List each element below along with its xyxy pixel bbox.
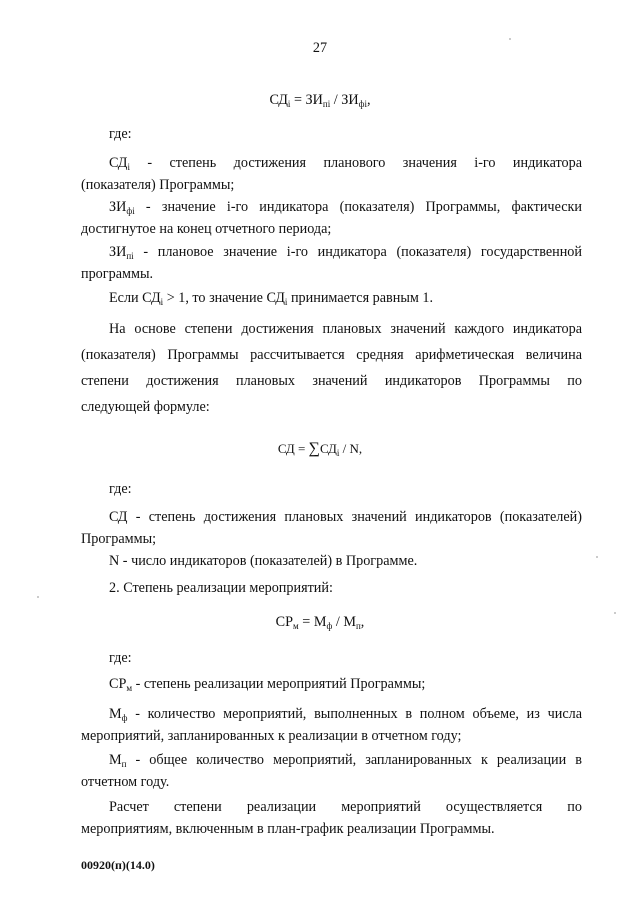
definition-zi-pi: $ЗИ_{пi}$ - плановое значение i-го индикатора (показателя) государственной программы. — [81, 244, 582, 282]
formula-sd: СД = $\sum СД_i$ / N, — [277, 440, 363, 458]
formula-sr-m: $СР_м = М_ф / М_п$, — [275, 614, 365, 631]
definition-sr-m: $СР_м$ - степень реализации мероприятий Программы; — [109, 676, 426, 693]
item-2-heading: 2. Степень реализации мероприятий: — [109, 580, 333, 596]
definition-m-p: $М_п$ - общее количество мероприятий, запланированных к реализации в отчетном году. — [81, 752, 582, 790]
where-label: где: — [109, 126, 132, 142]
definition-zi-fi: $ЗИ_{фi}$ - значение i-го индикатора (показателя) Программы, фактически достигнутое на конец отчетного периода; — [81, 199, 582, 237]
paragraph-average: На основе степени достижения плановых значений каждого индикатора (показателя) Программы рассчитывается средняя арифметическая величина степени достижения плановых значений индикаторов Программы по следующей формуле: — [81, 321, 582, 415]
scan-speck — [509, 38, 511, 40]
where-label-2: где: — [109, 481, 132, 497]
where-label-3: где: — [109, 650, 132, 666]
page-number: 27 — [312, 40, 328, 56]
condition-text: Если $СД_i > 1$, то значение $СД_i$ принимается равным 1. — [109, 290, 434, 307]
scan-speck — [596, 556, 598, 558]
footer-document-code: 00920(п)(14.0) — [81, 858, 155, 872]
scan-speck — [37, 596, 39, 598]
definition-n: N - число индикаторов (показателей) в Программе. — [109, 553, 418, 569]
definition-sd: СД - степень достижения плановых значений индикаторов (показателей) Программы; — [81, 509, 582, 547]
definition-sd-i: $СД_i$ - степень достижения планового значения i-го индикатора (показателя) Программы; — [81, 155, 582, 193]
definition-m-f: $М_ф$ - количество мероприятий, выполненных в полном объеме, из числа мероприятий, запланированных к реализации в отчетном году; — [81, 706, 582, 744]
scan-speck — [614, 612, 616, 614]
paragraph-calculation: Расчет степени реализации мероприятий осуществляется по мероприятиям, включенным в план-график реализации Программы. — [81, 799, 582, 837]
formula-sd-i: $СД_i = ЗИ_{пi} / ЗИ_{фi}$, — [269, 92, 371, 109]
